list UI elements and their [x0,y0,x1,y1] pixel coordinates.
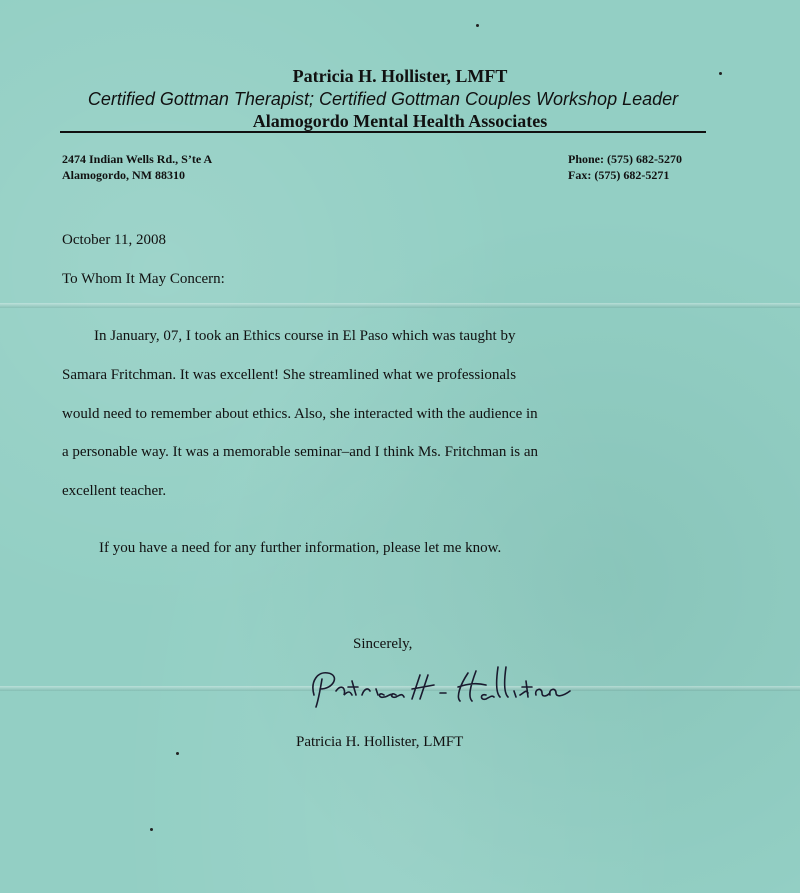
body-line: If you have a need for any further information, please let me know. [99,540,502,556]
handwritten-signature [300,661,600,711]
signer-name: Patricia H. Hollister, LMFT [296,734,464,750]
body-line: Samara Fritchman. It was excellent! She streamlined what we professionals [62,367,517,383]
fax-number: Fax: (575) 682-5271 [568,168,670,182]
body-line: excellent teacher. [62,483,167,499]
letter-closing: Sincerely, [353,636,413,652]
body-line: would need to remember about ethics. Also, she interacted with the audience in [62,406,538,422]
letterhead-organization: Alamogordo Mental Health Associates [252,111,548,131]
mailing-address [62,151,212,183]
body-line: a personable way. It was a memorable seminar–and I think Ms. Fritchman is an [62,444,538,460]
paper-speck [176,752,179,755]
letter-date: October 11, 2008 [62,232,167,248]
contact-info [568,151,682,183]
paper-fold-crease [0,303,800,308]
address-line-2: Alamogordo, NM 88310 [62,168,185,182]
body-line: In January, 07, I took an Ethics course in El Paso which was taught by [94,328,516,344]
paper-speck [476,24,479,27]
paper-speck [150,828,153,831]
letterhead-rule [60,131,706,133]
letterhead-certification: Certified Gottman Therapist; Certified Gottman Couples Workshop Leader [87,89,679,109]
address-line-1: 2474 Indian Wells Rd., S’te A [62,152,213,166]
phone-number: Phone: (575) 682-5270 [568,152,682,166]
letterhead-name: Patricia H. Hollister, LMFT [292,66,508,86]
letter-salutation: To Whom It May Concern: [62,271,225,287]
